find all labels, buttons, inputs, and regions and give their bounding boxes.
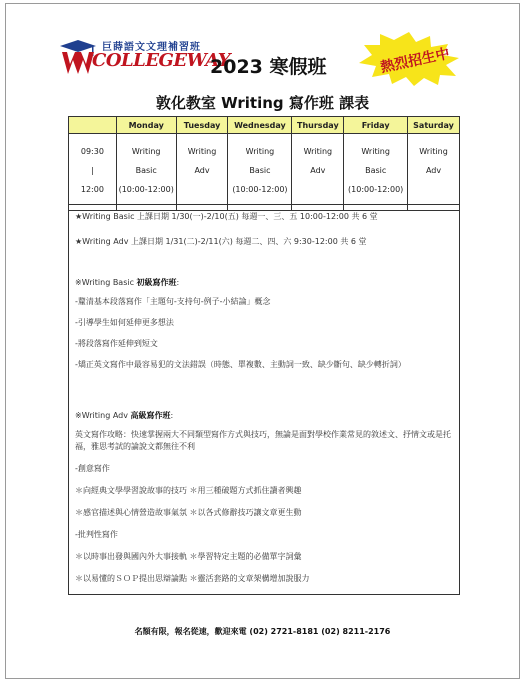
list-item: -釐清基本段落寫作「主題句-支持句-例子-小結論」概念 xyxy=(75,297,271,306)
contact-footer: 名額有限，報名從速，歡迎來電 (02) 2721-8181 (02) 8211-2176 xyxy=(134,627,391,636)
logo-chinese-name: 巨蒔語文文理補習班 xyxy=(102,42,201,53)
badge-text: 熱烈招生中 xyxy=(379,45,452,77)
class-cell-monday xyxy=(116,134,176,211)
adv-heading xyxy=(75,410,453,422)
schedule-table xyxy=(68,116,460,211)
basic-heading-colon: : xyxy=(176,278,180,287)
list-item: -批判性寫作 xyxy=(75,530,118,539)
class-name: Writing xyxy=(245,147,275,156)
class-time: (10:00-12:00) xyxy=(118,185,174,194)
logo-english-name: COLLEGEWAY xyxy=(92,50,231,71)
class-time: (10:00-12:00) xyxy=(232,185,288,194)
class-cell-thursday xyxy=(292,134,344,211)
list-item: -將段落寫作延伸到短文 xyxy=(75,339,158,348)
list-item: -矯正英文寫作中最容易犯的文法錯誤（時態、單複數、主動詞一致、缺少斷句、缺少轉折詞） xyxy=(75,360,406,369)
schedule-subtitle: 敦化教室 Writing 寫作班 課表 xyxy=(155,94,370,112)
table-header-row xyxy=(69,117,460,134)
class-name: Writing xyxy=(419,147,448,156)
class-cell-saturday xyxy=(408,134,460,211)
table-corner-cell xyxy=(69,117,117,134)
basic-heading-prefix: ※Writing Basic xyxy=(75,278,137,287)
collegeway-logo xyxy=(58,38,231,78)
adv-heading-title: 高級寫作班 xyxy=(130,411,171,420)
basic-heading xyxy=(75,277,453,289)
adv-intro: 英文寫作攻略：快速掌握兩大不同類型寫作方式與技巧，無論是面對學校作業常見的敘述文、抒情文或是托福，雅思考試的論說文都無往不利 xyxy=(75,430,451,451)
list-item: ＊以易懂的ＳＯＰ提出思辯論點 ＊靈活套路的文章架構增加說服力 xyxy=(75,574,310,583)
class-level: Basic xyxy=(249,166,271,175)
adv-heading-colon: : xyxy=(170,411,174,420)
time-cell xyxy=(69,134,117,211)
time-start: 09:30 xyxy=(80,147,104,156)
day-header: Wednesday xyxy=(228,117,292,134)
day-header: Monday xyxy=(116,117,176,134)
dates-basic: ★Writing Basic 上課日期 1/30(一)-2/10(五) 每週一、三、五 10:00-12:00 共 6 堂 xyxy=(75,212,378,221)
time-end: 12:00 xyxy=(80,185,104,194)
day-header: Friday xyxy=(344,117,408,134)
class-level: Adv xyxy=(310,166,326,175)
adv-heading-prefix: ※Writing Adv xyxy=(75,411,131,420)
class-name: Writing xyxy=(187,147,217,156)
list-item: ＊向經典文學學習說故事的技巧 ＊用三種破題方式抓住讀者興趣 xyxy=(75,486,302,495)
class-level: Adv xyxy=(194,166,210,175)
day-header: Tuesday xyxy=(176,117,228,134)
time-separator: | xyxy=(91,166,94,175)
class-name: Writing xyxy=(303,147,333,156)
list-item: ＊感官描述與心情營造故事氣氛 ＊以各式修辭技巧讓文章更生動 xyxy=(75,508,302,517)
day-header: Thursday xyxy=(292,117,344,134)
class-level: Adv xyxy=(425,166,442,175)
class-cell-friday xyxy=(344,134,408,211)
course-description-box xyxy=(68,204,460,595)
class-name: Writing xyxy=(361,147,390,156)
class-cell-wednesday xyxy=(228,134,292,211)
class-time: (10:00-12:00) xyxy=(348,185,404,194)
list-item: -引導學生如何延伸更多想法 xyxy=(75,318,174,327)
class-level: Basic xyxy=(135,166,157,175)
class-level: Basic xyxy=(365,166,387,175)
table-row xyxy=(69,134,460,211)
page-title: 2023 寒假班 xyxy=(210,56,327,78)
day-header: Saturday xyxy=(408,117,460,134)
class-cell-tuesday xyxy=(176,134,228,211)
basic-heading-title: 初級寫作班 xyxy=(136,278,177,287)
list-item: ＊以時事出發與國內外大事接軌 ＊學習特定主題的必備單字詞彙 xyxy=(75,552,302,561)
class-name: Writing xyxy=(131,147,161,156)
list-item: -創意寫作 xyxy=(75,464,110,473)
dates-adv: ★Writing Adv 上課日期 1/31(二)-2/11(六) 每週二、四、六 9:30-12:00 共 6 堂 xyxy=(75,237,367,246)
